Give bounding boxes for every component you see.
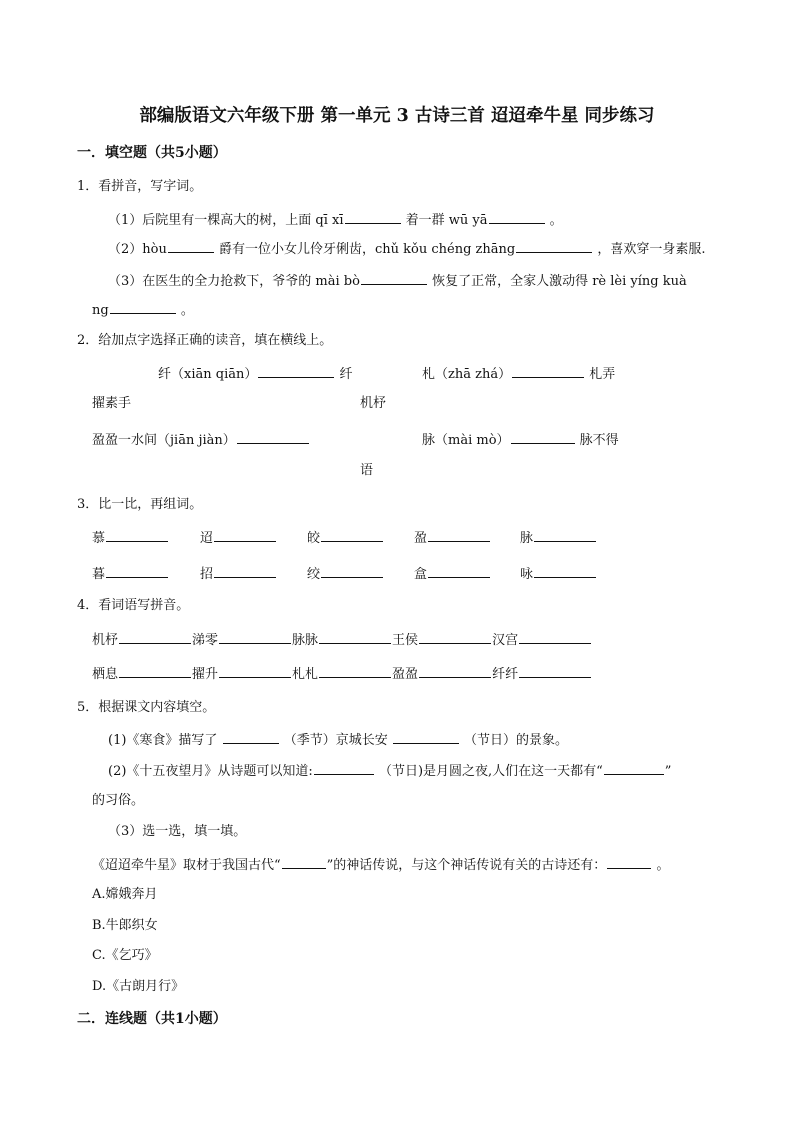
q5-part3-text-b: ”的神话传说，与这个神话传说有关的古诗还有：	[326, 858, 607, 873]
q2-item4-word: 脉不得	[579, 433, 619, 448]
q5-part3-text-a: 《迢迢牵牛星》取材于我国古代“	[92, 858, 281, 873]
q2-item1-word-cont: 擢素手	[92, 396, 132, 411]
q3-cell	[520, 563, 597, 585]
q1-part1-text-c: 。	[549, 213, 563, 228]
q1-part1-text-b: 着一群 wū yā	[405, 213, 488, 228]
page-title: 部编版语文六年级下册 第一单元 3 古诗三首 迢迢牵牛星 同步练习	[139, 106, 655, 126]
answer-blank[interactable]	[519, 629, 591, 644]
q4-word: 栖息	[92, 667, 119, 682]
q2-item3	[92, 429, 310, 451]
answer-blank[interactable]	[419, 629, 491, 644]
q3-char: 招	[200, 567, 214, 582]
q5-part2-text-c: ”	[664, 764, 672, 779]
answer-blank[interactable]	[607, 854, 651, 869]
q3-char: 绞	[307, 567, 321, 582]
q2-item1	[158, 363, 353, 385]
q1-part3-cont	[92, 299, 194, 321]
option-b: B.牛郎织女	[92, 918, 158, 933]
answer-blank[interactable]	[314, 760, 374, 775]
q3-char: 盈	[414, 531, 428, 546]
q3-cell	[92, 527, 169, 549]
answer-blank[interactable]	[119, 629, 191, 644]
answer-blank[interactable]	[214, 527, 276, 542]
section-heading-fill-blank: 一．填空题（共5小题）	[77, 145, 227, 161]
answer-blank[interactable]	[106, 563, 168, 578]
answer-blank[interactable]	[223, 729, 279, 744]
answer-blank[interactable]	[604, 760, 664, 775]
q3-cell	[414, 563, 491, 585]
answer-blank[interactable]	[393, 729, 459, 744]
q2-item2-reading: 札（zhā zhá）	[422, 367, 512, 382]
answer-blank[interactable]	[489, 209, 545, 224]
q4-word: 涕零	[192, 633, 219, 648]
q5-part1-text-c: （节日）的景象。	[464, 733, 569, 748]
answer-blank[interactable]	[511, 429, 575, 444]
q1-part3-text-c: ng	[92, 303, 109, 318]
option-c: C.《乞巧》	[92, 948, 158, 963]
answer-blank[interactable]	[258, 363, 334, 378]
q5-part1-text-b: （季节）京城长安	[283, 733, 388, 748]
q2-item3-reading: 盈盈一水间（jiān jiàn）	[92, 433, 236, 448]
q1-part1-text-a: （1）后院里有一棵高大的树，上面 qī xī	[108, 213, 344, 228]
q1-stem: 1．看拼音，写字词。	[77, 179, 203, 194]
answer-blank[interactable]	[106, 527, 168, 542]
q4-word: 机杼	[92, 633, 119, 648]
q3-cell	[92, 563, 169, 585]
answer-blank[interactable]	[512, 363, 584, 378]
q1-part1	[108, 209, 563, 231]
q2-item2-word-cont: 机杼	[360, 396, 387, 411]
answer-blank[interactable]	[219, 663, 291, 678]
q5-stem: 5．根据课文内容填空。	[77, 700, 216, 715]
q3-char: 慕	[92, 531, 106, 546]
answer-blank[interactable]	[219, 629, 291, 644]
q5-part3-intro: （3）选一选，填一填。	[108, 824, 247, 839]
q1-part2	[108, 238, 705, 260]
answer-blank[interactable]	[168, 238, 214, 253]
q4-stem: 4．看词语写拼音。	[77, 598, 190, 613]
q4-word: 盈盈	[392, 667, 419, 682]
q3-char: 脉	[520, 531, 534, 546]
option-a: A.嫦娥奔月	[92, 887, 158, 902]
q1-part3	[108, 270, 687, 292]
q1-part2-text-b: 爵有一位小女儿伶牙俐齿，chǔ kǒu chéng zhāng	[218, 242, 516, 257]
answer-blank[interactable]	[110, 299, 176, 314]
q3-stem: 3．比一比，再组词。	[77, 497, 203, 512]
q4-row-1	[92, 629, 592, 651]
q4-word: 脉脉	[292, 633, 319, 648]
q4-word: 札札	[292, 667, 319, 682]
q2-stem: 2．给加点字选择正确的读音，填在横线上。	[77, 333, 333, 348]
q5-part2	[108, 760, 671, 782]
answer-blank[interactable]	[345, 209, 401, 224]
answer-blank[interactable]	[321, 527, 383, 542]
answer-blank[interactable]	[319, 629, 391, 644]
answer-blank[interactable]	[516, 238, 592, 253]
q3-cell	[307, 563, 384, 585]
answer-blank[interactable]	[519, 663, 591, 678]
q5-part3-text-c: 。	[656, 858, 670, 873]
q1-part3-text-a: （3）在医生的全力抢救下，爷爷的 mài bò	[108, 274, 360, 289]
q4-word: 擢升	[192, 667, 219, 682]
q5-part2-cont: 的习俗。	[92, 793, 145, 808]
q5-part1-text-a: (1)《寒食》描写了	[108, 733, 218, 748]
q2-item2	[422, 363, 615, 385]
answer-blank[interactable]	[119, 663, 191, 678]
q2-item1-reading: 纤（xiān qiān）	[158, 367, 258, 382]
q2-item4	[422, 429, 619, 451]
answer-blank[interactable]	[419, 663, 491, 678]
q3-char: 盒	[414, 567, 428, 582]
answer-blank[interactable]	[534, 563, 596, 578]
q4-word: 纤纤	[492, 667, 519, 682]
q5-part3-question	[92, 854, 669, 876]
q1-part3-text-b: 恢复了正常，全家人激动得 rè lèi yíng kuà	[432, 274, 687, 289]
answer-blank[interactable]	[428, 527, 490, 542]
q4-word: 王侯	[392, 633, 419, 648]
q3-char: 咏	[520, 567, 534, 582]
q3-char: 迢	[200, 531, 214, 546]
answer-blank[interactable]	[282, 854, 326, 869]
q3-cell	[414, 527, 491, 549]
q4-row-2	[92, 663, 592, 685]
q3-char: 暮	[92, 567, 106, 582]
q5-part1	[108, 729, 568, 751]
q3-char: 皎	[307, 531, 321, 546]
option-d: D.《古朗月行》	[92, 979, 185, 994]
answer-blank[interactable]	[319, 663, 391, 678]
q1-part3-text-d: 。	[180, 303, 194, 318]
answer-blank[interactable]	[428, 563, 490, 578]
q2-item2-word: 札弄	[589, 367, 616, 382]
answer-blank[interactable]	[237, 429, 309, 444]
q5-part2-text-b: （节日)是月圆之夜,人们在这一天都有“	[378, 764, 603, 779]
q2-item1-word: 纤	[339, 367, 353, 382]
answer-blank[interactable]	[214, 563, 276, 578]
q4-word: 汉宫	[492, 633, 519, 648]
q2-item4-reading: 脉（mài mò）	[422, 433, 510, 448]
q3-cell	[200, 527, 277, 549]
q3-cell	[307, 527, 384, 549]
section-heading-matching: 二．连线题（共1小题）	[77, 1011, 227, 1027]
q2-item4-word-cont: 语	[360, 463, 374, 478]
answer-blank[interactable]	[534, 527, 596, 542]
q1-part2-text-c: ，喜欢穿一身素服.	[597, 242, 706, 257]
q3-cell	[520, 527, 597, 549]
q1-part2-text-a: （2）hòu	[108, 242, 167, 257]
q3-cell	[200, 563, 277, 585]
answer-blank[interactable]	[361, 270, 427, 285]
q5-part2-text-a: (2)《十五夜望月》从诗题可以知道:	[108, 764, 313, 779]
answer-blank[interactable]	[321, 563, 383, 578]
